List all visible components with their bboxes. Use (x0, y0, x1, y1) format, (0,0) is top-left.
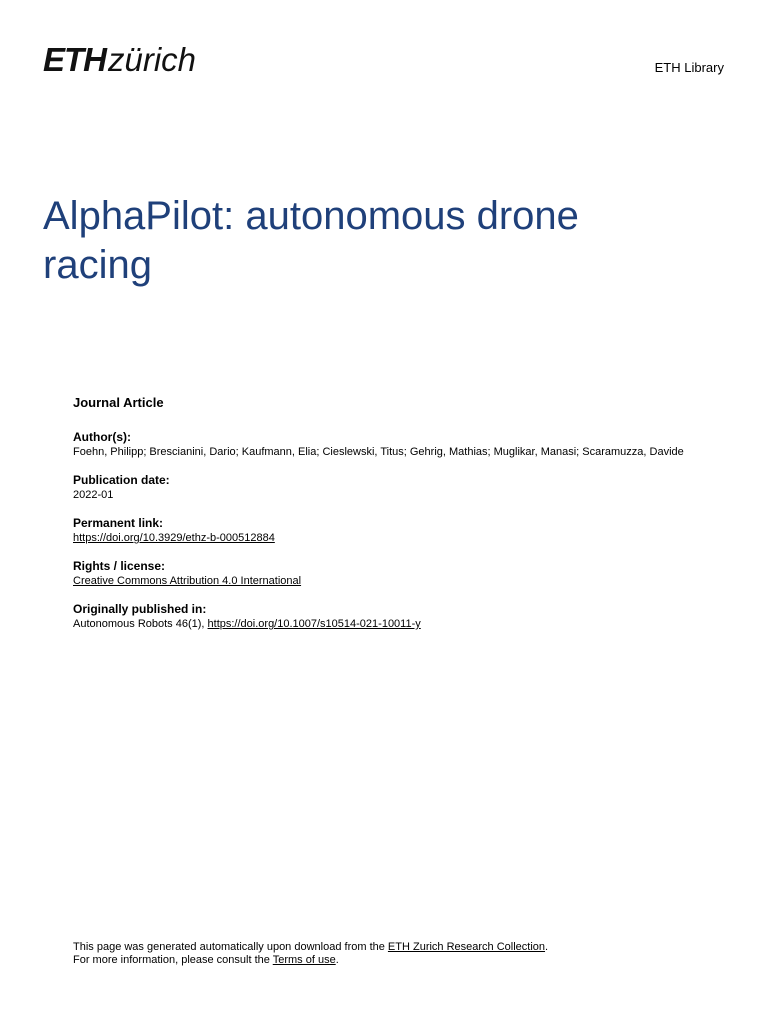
publication-date-field (73, 473, 733, 503)
journal-reference: Autonomous Robots 46(1), (73, 618, 208, 630)
publication-date-value: 2022-01 (73, 489, 114, 501)
original-doi-link[interactable]: https://doi.org/10.1007/s10514-021-10011-y (207, 618, 421, 630)
license-link[interactable]: Creative Commons Attribution 4.0 International (73, 575, 302, 587)
logo-zurich-text: zürich (108, 41, 197, 78)
authors-value: Foehn, Philipp; Brescianini, Dario; Kaufmann, Elia; Cieslewski, Titus; Gehrig, Mathias; Muglikar, Manasi; Scaramuzza, Davide (73, 446, 684, 458)
eth-zurich-logo (43, 42, 196, 78)
footer-line-1-end: . (545, 941, 549, 953)
permanent-link-label: Permanent link: (73, 516, 164, 530)
permanent-link[interactable]: https://doi.org/10.3929/ethz-b-000512884 (73, 532, 275, 544)
document-title: AlphaPilot: autonomous drone racing (43, 194, 579, 287)
footer-note (73, 941, 548, 967)
metadata-block (73, 395, 733, 645)
footer-line-2-text: For more information, please consult the (73, 954, 273, 966)
logo-eth-text: ETH (43, 41, 106, 78)
publication-date-label: Publication date: (73, 473, 170, 487)
originally-published-label: Originally published in: (73, 602, 207, 616)
footer-line-2-end: . (335, 954, 339, 966)
footer-line-1-text: This page was generated automatically upon download from the (73, 941, 388, 953)
authors-label: Author(s): (73, 430, 131, 444)
terms-of-use-link[interactable]: Terms of use (272, 954, 336, 966)
originally-published-field (73, 602, 733, 632)
permanent-link-field (73, 516, 733, 546)
footer-line-2 (73, 954, 548, 967)
rights-field (73, 559, 733, 589)
library-label: ETH Library (654, 60, 724, 75)
footer-line-1 (73, 941, 548, 954)
document-type: Journal Article (73, 395, 164, 410)
rights-label: Rights / license: (73, 559, 166, 573)
research-collection-link[interactable]: ETH Zurich Research Collection (387, 941, 546, 953)
authors-field (73, 430, 733, 460)
